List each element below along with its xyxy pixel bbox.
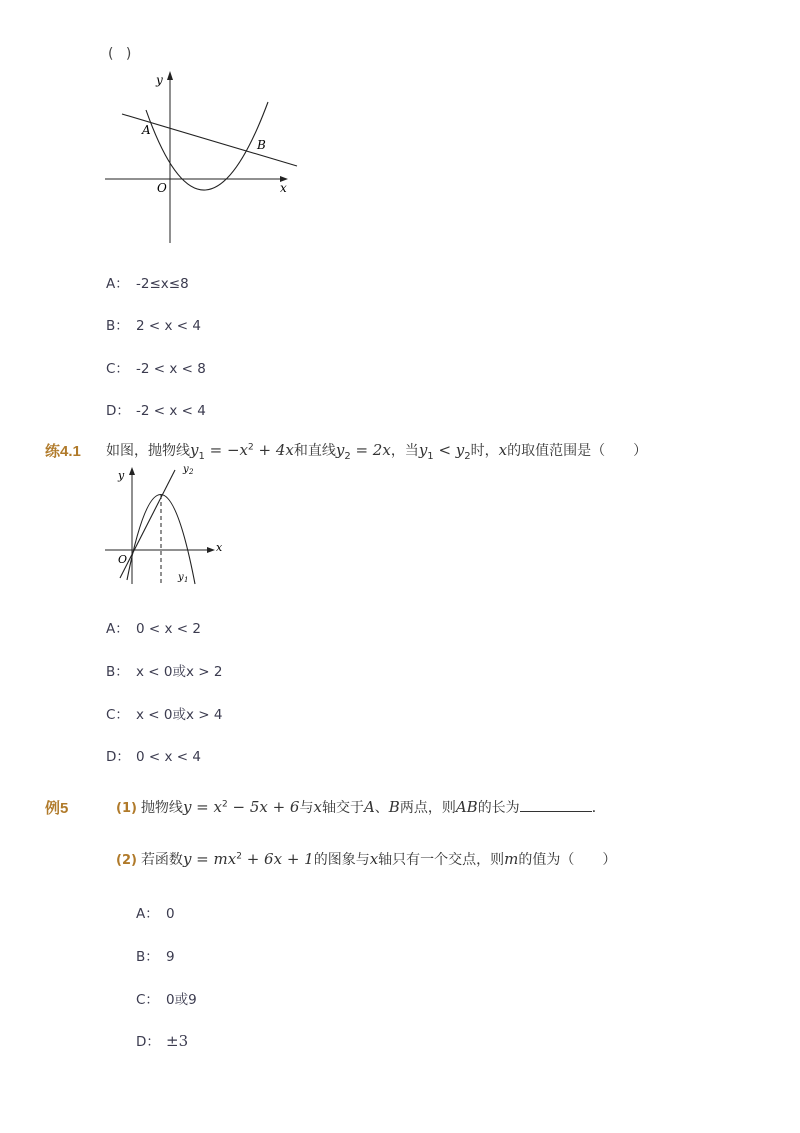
exercise-question: 如图，抛物线$y_1 = -x^2 + 4x$和直线$y_2 = 2x$，当$y_1 < y_2$时，x的取值范围是（ ） bbox=[106, 441, 648, 462]
option-a[interactable]: A： 0 bbox=[136, 906, 175, 922]
option-d[interactable]: D： -2 < x < 4 bbox=[106, 403, 206, 419]
example-part-1: (1) 抛物线$y = x^2 - 5x + 6$与x轴交于A、B两点，则AB的长为 ． bbox=[116, 798, 606, 816]
option-c[interactable]: C： x < 0或x > 4 bbox=[106, 707, 223, 723]
y1-label: y bbox=[178, 572, 184, 583]
y2-sub: 2 bbox=[189, 468, 194, 476]
parabola-curve bbox=[146, 102, 268, 190]
point-b-label: B bbox=[257, 138, 266, 152]
y-axis-label: y bbox=[156, 73, 163, 87]
option-c[interactable]: C： -2 < x < 8 bbox=[106, 361, 206, 377]
x-axis-label: x bbox=[216, 541, 223, 554]
x-axis-label: x bbox=[280, 181, 287, 195]
y2-label: y bbox=[183, 464, 189, 475]
origin-label: O bbox=[118, 553, 128, 566]
option-d[interactable]: D： ±3 bbox=[136, 1032, 189, 1050]
parabola-line-figure-2 bbox=[100, 462, 230, 587]
y-axis-arrow bbox=[129, 467, 135, 475]
example-label: 例5 bbox=[45, 800, 69, 817]
option-b[interactable]: B： 9 bbox=[136, 949, 175, 965]
point-a-label: A bbox=[142, 123, 151, 137]
y-axis-arrow bbox=[167, 71, 173, 80]
parabola-line-figure bbox=[100, 68, 305, 248]
origin-label: O bbox=[157, 181, 167, 195]
example-part-2: (2) 若函数$y = mx^2 + 6x + 1$的图象与x轴只有一个交点，则m的值为（ ） bbox=[116, 850, 617, 868]
answer-paren: ( ) bbox=[108, 46, 136, 62]
exercise-label: 练4.1 bbox=[45, 443, 81, 460]
y1-sub: 1 bbox=[184, 576, 189, 584]
x-axis-arrow bbox=[207, 547, 215, 553]
y-axis-label: y bbox=[118, 469, 125, 482]
option-a[interactable]: A： 0 < x < 2 bbox=[106, 621, 201, 637]
option-b[interactable]: B： 2 < x < 4 bbox=[106, 318, 201, 334]
option-d[interactable]: D： 0 < x < 4 bbox=[106, 749, 201, 765]
answer-blank[interactable] bbox=[520, 799, 592, 812]
option-c[interactable]: C： 0或9 bbox=[136, 992, 197, 1008]
line-y2 bbox=[120, 470, 175, 578]
option-b[interactable]: B： x < 0或x > 2 bbox=[106, 664, 223, 680]
option-a[interactable]: A： -2≤x≤8 bbox=[106, 276, 189, 292]
straight-line bbox=[122, 114, 297, 166]
